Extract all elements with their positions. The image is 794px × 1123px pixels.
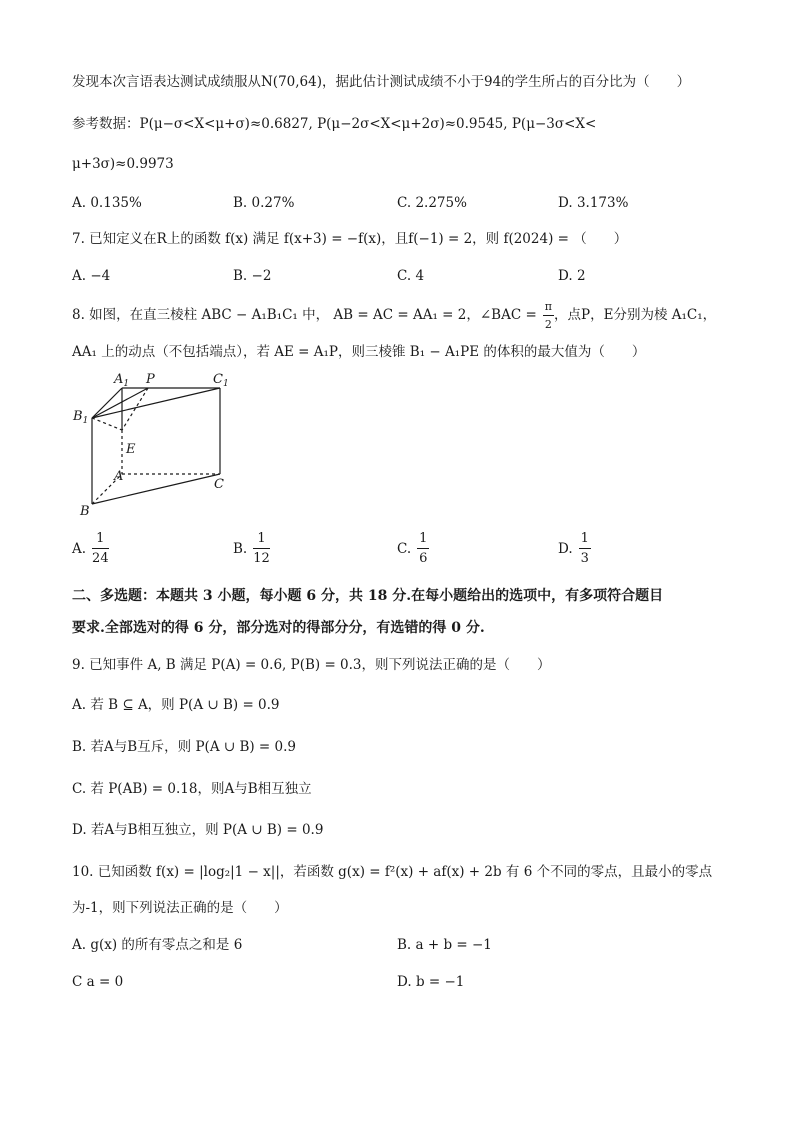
q10-stem-line-2: 为-1，则下列说法正确的是（ ） [72, 900, 288, 916]
q6-reference-line-2: μ+3σ)≈0.9973 [72, 156, 174, 172]
label-c: C [214, 477, 224, 492]
label-c1: $C_1$ [213, 372, 229, 389]
q8-option-b: B. $\frac{1}{12}$ [233, 531, 270, 566]
q10-option-a: A. g(x) 的所有零点之和是 6 [72, 937, 243, 953]
q7-option-b: B. −2 [233, 268, 272, 284]
q10-stem-line-1: 10. 已知函数 f(x) = |log₂|1 − x||，若函数 g(x) = f²(x) + af(x) + 2b 有 6 个不同的零点，且最小的零点 [72, 864, 713, 880]
q9-option-a: A. 若 B ⊆ A，则 P(A ∪ B) = 0.9 [72, 697, 280, 713]
angle-fraction: $\frac{\pi}{2}$ [544, 300, 553, 331]
q7-option-a: A. −4 [72, 268, 111, 284]
prism-figure [70, 370, 240, 520]
q7-option-c: C. 4 [397, 268, 425, 284]
q6-option-d: D. 3.173% [558, 195, 629, 211]
q10-option-d: D. b = −1 [397, 974, 465, 990]
section2-heading-line-2: 要求.全部选对的得 6 分，部分选对的得部分分，有选错的得 0 分. [72, 620, 485, 636]
label-p: P [146, 372, 155, 387]
q6-reference-line-1: 参考数据：P(μ−σ<X<μ+σ)≈0.6827, P(μ−2σ<X<μ+2σ)≈0.9545, P(μ−3σ<X< [72, 116, 597, 132]
q6-stem: 发现本次言语表达测试成绩服从N(70,64)，据此估计测试成绩不小于94的学生所占的百分比为（ ） [72, 74, 691, 90]
section2-heading-line-1: 二、多选题：本题共 3 小题，每小题 6 分，共 18 分.在每小题给出的选项中，有多项符合题目 [72, 588, 664, 604]
q8-stem-line-1: 8. 如图，在直三棱柱 ABC − A₁B₁C₁ 中， AB = AC = AA₁ = 2，∠BAC = $\frac{\pi}{2}$ ，点P，E分别为棱 A₁C₁， [72, 300, 717, 331]
q7-stem: 7. 已知定义在R上的函数 f(x) 满足 f(x+3) = −f(x)，且f(−1) = 2，则 f(2024) = （ ） [72, 231, 628, 247]
q8-option-d: D. $\frac{1}{3}$ [558, 531, 589, 566]
label-e: E [126, 442, 136, 457]
label-b1: $B_1$ [73, 409, 89, 426]
q8-option-c: C. $\frac{1}{6}$ [397, 531, 428, 566]
q6-option-a: A. 0.135% [72, 195, 142, 211]
label-a: A [114, 469, 124, 484]
q10-option-c: C a = 0 [72, 974, 124, 990]
q8-stem-line-2: AA₁ 上的动点（不包括端点），若 AE = A₁P，则三棱锥 B₁ − A₁PE 的体积的最大值为（ ） [72, 344, 646, 360]
q7-option-d: D. 2 [558, 268, 586, 284]
q9-option-d: D. 若A与B相互独立，则 P(A ∪ B) = 0.9 [72, 822, 324, 838]
q10-option-b: B. a + b = −1 [397, 937, 492, 953]
q9-option-c: C. 若 P(AB) = 0.18，则A与B相互独立 [72, 781, 312, 797]
label-b: B [80, 504, 90, 519]
q8-option-a: A. $\frac{1}{24}$ [72, 531, 109, 566]
q6-option-b: B. 0.27% [233, 195, 295, 211]
q9-option-b: B. 若A与B互斥，则 P(A ∪ B) = 0.9 [72, 739, 297, 755]
label-a1: $A_1$ [114, 372, 130, 389]
q6-option-c: C. 2.275% [397, 195, 467, 211]
q9-stem: 9. 已知事件 A, B 满足 P(A) = 0.6, P(B) = 0.3，则下列说法正确的是（ ） [72, 657, 551, 673]
